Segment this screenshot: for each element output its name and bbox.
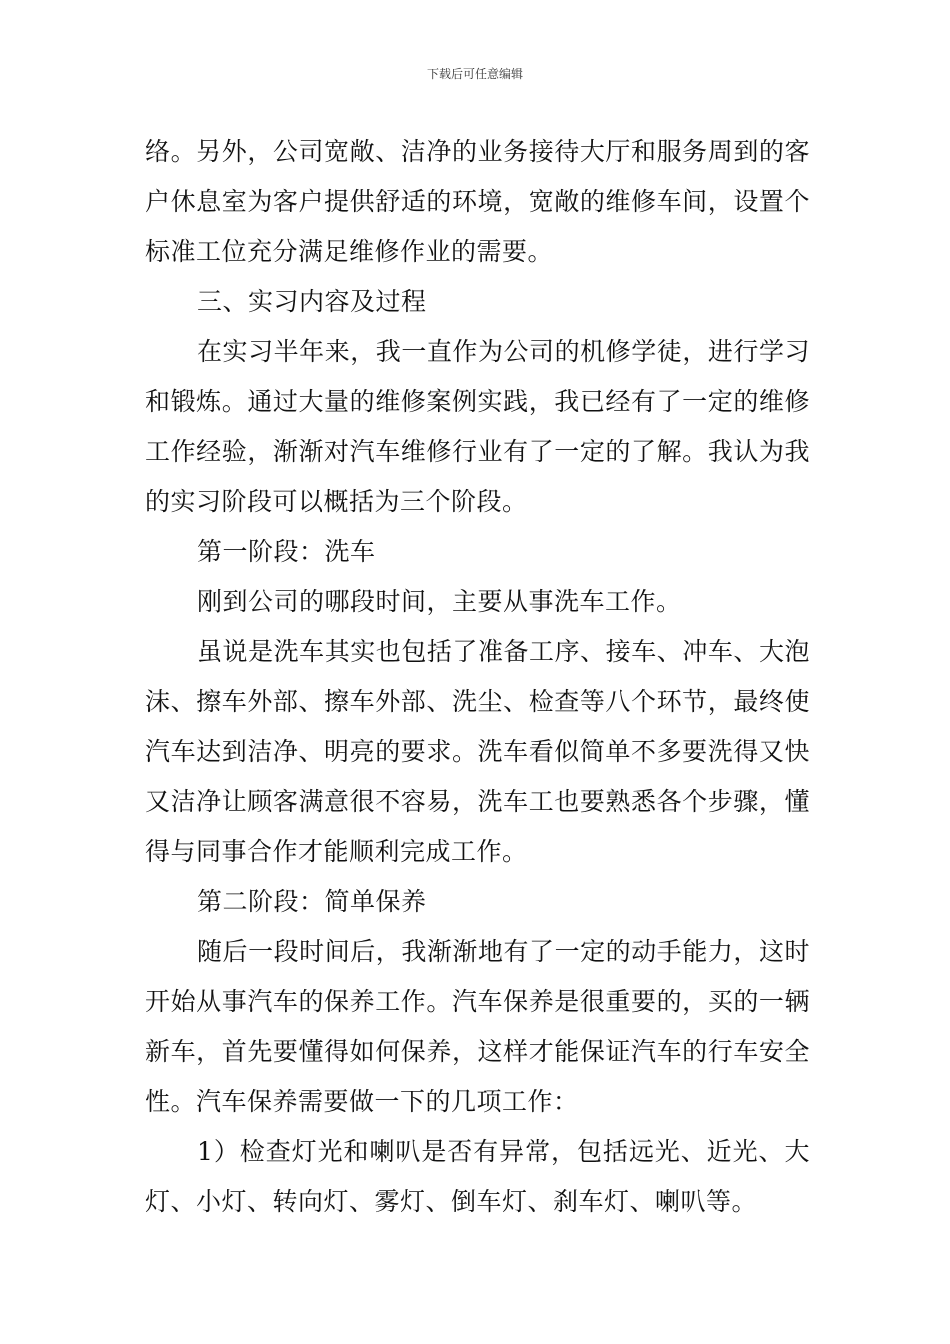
- page-header-note: 下载后可任意编辑: [426, 67, 523, 81]
- stage-1-heading: 第一阶段：洗车: [197, 537, 376, 566]
- paragraph-stage-1-intro: 刚到公司的哪段时间，主要从事洗车工作。: [197, 587, 682, 616]
- list-item-1: 1）检查灯光和喇叭是否有异常，包括远光、近光、大灯、小灯、转向灯、雾灯、倒车灯、刹车灯、喇叭等。: [145, 1137, 810, 1216]
- paragraph-car-wash: 虽说是洗车其实也包括了准备工序、接车、冲车、大泡沫、擦车外部、擦车外部、洗尘、检查等八个环节，最终使汽车达到洁净、明亮的要求。洗车看似简单不多要洗得又快又洁净让顾客满意很不容易，洗车工也要熟悉各个步骤，懂得与同事合作才能顺利完成工作。: [145, 637, 810, 866]
- paragraph-1: 络。另外，公司宽敞、洁净的业务接待大厅和服务周到的客户休息室为客户提供舒适的环境，宽敞的维修车间，设置个标准工位充分满足维修作业的需要。: [145, 137, 810, 266]
- section-heading-3: 三、实习内容及过程: [197, 287, 427, 316]
- document-body: [145, 127, 810, 1227]
- paragraph-maintenance: 随后一段时间后，我渐渐地有了一定的动手能力，这时开始从事汽车的保养工作。汽车保养是很重要的，买的一辆新车，首先要懂得如何保养，这样才能保证汽车的行车安全性。汽车保养需要做一下的几项工作：: [145, 937, 810, 1116]
- paragraph-internship: 在实习半年来，我一直作为公司的机修学徒，进行学习和锻炼。通过大量的维修案例实践，我已经有了一定的维修工作经验，渐渐对汽车维修行业有了一定的了解。我认为我的实习阶段可以概括为三个阶段。: [145, 337, 810, 516]
- stage-2-heading: 第二阶段：简单保养: [197, 887, 427, 916]
